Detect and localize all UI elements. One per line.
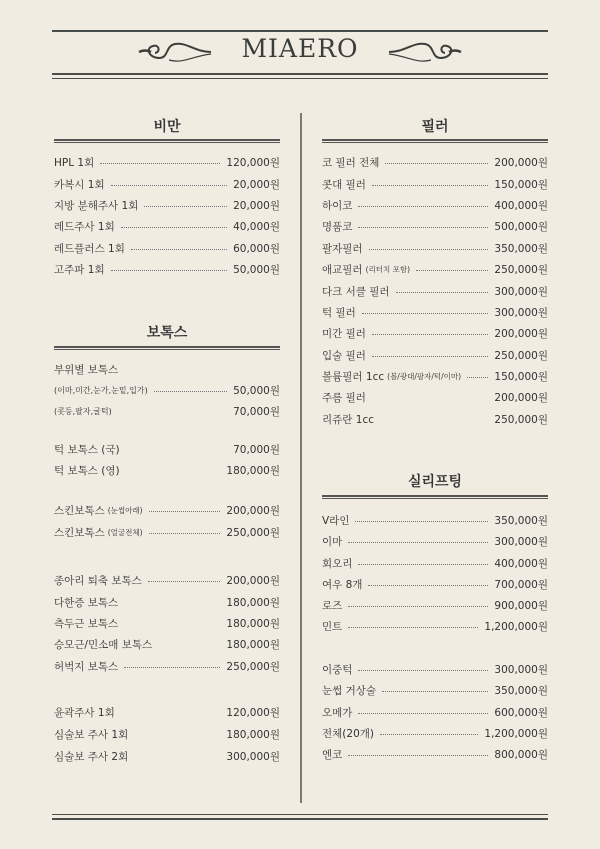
- item-name: 윤곽주사 1회: [54, 706, 115, 719]
- item-name: HPL 1회: [54, 156, 95, 169]
- item-price: 150,000원: [494, 370, 548, 383]
- dot-leader: [416, 270, 488, 271]
- item-price: 180,000원: [226, 596, 280, 609]
- price-row: [54, 218, 280, 234]
- price-row: [322, 347, 548, 363]
- price-row: [322, 154, 548, 170]
- item-name: 이마: [322, 535, 343, 548]
- price-row: [54, 615, 280, 631]
- price-row: [322, 746, 548, 762]
- item-name: 카복시 1회: [54, 178, 105, 191]
- item-name: 승모근/민소매 보톡스: [54, 638, 153, 651]
- item-price: 180,000원: [226, 638, 280, 651]
- item-name: 로즈: [322, 599, 343, 612]
- dot-leader: [111, 185, 228, 186]
- item-name: 턱 보톡스 (영): [54, 464, 120, 477]
- price-row: [54, 176, 280, 192]
- price-row: [322, 576, 548, 592]
- item-price: 180,000원: [226, 617, 280, 630]
- dot-leader: [131, 249, 227, 250]
- price-row: [322, 176, 548, 192]
- section-heading-botox: 보톡스: [146, 325, 188, 341]
- item-price: 20,000원: [233, 178, 280, 191]
- item-price: 300,000원: [226, 750, 280, 763]
- price-row: [54, 441, 280, 457]
- section-heading-thread-lifting: 실리프팅: [407, 474, 463, 490]
- item-price: 600,000원: [494, 706, 548, 719]
- item-price: 180,000원: [226, 728, 280, 741]
- price-row: [322, 555, 548, 571]
- section-rule: [54, 346, 280, 350]
- item-name: 고주파 1회: [54, 263, 105, 276]
- item-name: 턱 보톡스 (국): [54, 443, 120, 456]
- item-name: 다한증 보톡스: [54, 596, 119, 609]
- price-row: [54, 403, 280, 419]
- item-name: 미간 필러: [322, 327, 366, 340]
- price-row: [322, 218, 548, 234]
- item-name: 레드주사 1회: [54, 220, 115, 233]
- item-name: 팔자필러: [322, 242, 363, 255]
- item-name: 다크 서클 필러: [322, 285, 390, 298]
- item-price: 40,000원: [233, 220, 280, 233]
- dot-leader: [380, 734, 478, 735]
- footer-rule-thin: [52, 814, 548, 815]
- item-price: 350,000원: [494, 684, 548, 697]
- botox-area-label: 부위별 보톡스: [54, 364, 119, 376]
- item-price: 150,000원: [494, 178, 548, 191]
- price-row: [322, 704, 548, 720]
- right-column: [322, 0, 548, 849]
- item-name: 스킨보톡스: [54, 526, 105, 539]
- dot-leader: [348, 606, 488, 607]
- dot-leader: [121, 227, 227, 228]
- item-name: 명품코: [322, 220, 353, 233]
- price-row: [322, 389, 548, 405]
- item-price: 400,000원: [494, 199, 548, 212]
- item-name: 입술 필러: [322, 349, 366, 362]
- item-price: 60,000원: [233, 242, 280, 255]
- left-column: [54, 0, 280, 849]
- item-price: 50,000원: [233, 384, 280, 397]
- price-row: [54, 704, 280, 720]
- item-price: 350,000원: [494, 242, 548, 255]
- dot-leader: [372, 334, 489, 335]
- price-row: [322, 597, 548, 613]
- item-note: (볼/광대/팔자/턱/이마): [387, 371, 462, 381]
- price-row: [322, 512, 548, 528]
- dot-leader: [149, 533, 221, 534]
- item-price: 250,000원: [494, 349, 548, 362]
- dot-leader: [144, 206, 227, 207]
- price-row: [54, 594, 280, 610]
- price-row: [54, 261, 280, 277]
- item-price: 120,000원: [226, 156, 280, 169]
- item-price: 20,000원: [233, 199, 280, 212]
- item-price: 250,000원: [494, 413, 548, 426]
- price-row: [54, 572, 280, 588]
- dot-leader: [348, 755, 488, 756]
- item-name: 심술보 주사 2회: [54, 750, 129, 763]
- price-row: [54, 502, 280, 518]
- item-name: 애교필러: [322, 263, 363, 276]
- item-name: 이중턱: [322, 663, 353, 676]
- item-note: (리터치 포함): [365, 264, 411, 274]
- price-row: [322, 240, 548, 256]
- price-row: [322, 304, 548, 320]
- item-note: (눈썹아래): [107, 505, 143, 515]
- price-row: [322, 661, 548, 677]
- item-price: 1,200,000원: [484, 727, 548, 740]
- price-row: [322, 197, 548, 213]
- item-price: 70,000원: [233, 443, 280, 456]
- item-price: 200,000원: [494, 156, 548, 169]
- dot-leader: [355, 521, 488, 522]
- dot-leader: [358, 227, 488, 228]
- price-row: [322, 533, 548, 549]
- item-name: 엔코: [322, 748, 343, 761]
- price-row: [54, 524, 280, 540]
- item-name: V라인: [322, 514, 350, 527]
- price-row: [322, 368, 548, 384]
- price-row: [322, 725, 548, 741]
- item-name: 심술보 주사 1회: [54, 728, 129, 741]
- price-row: [54, 748, 280, 764]
- dot-leader: [358, 670, 488, 671]
- section-heading-filler: 필러: [421, 119, 449, 135]
- dot-leader: [358, 206, 488, 207]
- item-name: 민트: [322, 620, 343, 633]
- price-row: [322, 411, 548, 427]
- item-price: 120,000원: [226, 706, 280, 719]
- dot-leader: [100, 163, 220, 164]
- item-name: 리쥬란 1cc: [322, 413, 374, 426]
- item-name: 허벅지 보톡스: [54, 660, 119, 673]
- price-row: [322, 682, 548, 698]
- item-price: 900,000원: [494, 599, 548, 612]
- dot-leader: [154, 391, 227, 392]
- item-name: 오메가: [322, 706, 353, 719]
- item-name: 회오리: [322, 557, 353, 570]
- dot-leader: [396, 292, 489, 293]
- column-divider: [300, 113, 302, 803]
- item-name: 볼륨필러 1cc: [322, 370, 385, 383]
- dot-leader: [362, 313, 489, 314]
- item-name: 전체(20개): [322, 727, 374, 740]
- item-name: (콧등,팔자,굴턱): [54, 406, 112, 416]
- price-row: [54, 197, 280, 213]
- price-row: [322, 618, 548, 634]
- price-row: [54, 658, 280, 674]
- section-rule: [322, 495, 548, 499]
- item-price: 250,000원: [494, 263, 548, 276]
- item-price: 300,000원: [494, 285, 548, 298]
- item-name: 지방 분해주사 1회: [54, 199, 139, 212]
- item-price: 50,000원: [233, 263, 280, 276]
- item-price: 200,000원: [226, 504, 280, 517]
- section-heading-obesity: 비만: [153, 119, 181, 135]
- item-price: 200,000원: [494, 327, 548, 340]
- dot-leader: [348, 627, 478, 628]
- dot-leader: [369, 249, 489, 250]
- item-note: (얼굴전체): [107, 527, 143, 537]
- item-name: 레드플러스 1회: [54, 242, 125, 255]
- item-name: 종아리 퇴축 보톡스: [54, 574, 142, 587]
- item-price: 250,000원: [226, 660, 280, 673]
- item-price: 400,000원: [494, 557, 548, 570]
- price-row: [54, 154, 280, 170]
- item-name: 눈썹 거상술: [322, 684, 377, 697]
- dot-leader: [372, 185, 489, 186]
- price-row: [322, 261, 548, 277]
- price-row: [322, 325, 548, 341]
- section-rule: [54, 139, 280, 143]
- item-name: 턱 필러: [322, 306, 356, 319]
- item-price: 300,000원: [494, 535, 548, 548]
- dot-leader: [124, 667, 220, 668]
- item-price: 300,000원: [494, 663, 548, 676]
- item-name: (이마,미간,눈가,눈밑,입가): [54, 385, 148, 395]
- item-price: 200,000원: [494, 391, 548, 404]
- item-name: 하이코: [322, 199, 353, 212]
- item-price: 800,000원: [494, 748, 548, 761]
- item-name: 스킨보톡스: [54, 504, 105, 517]
- item-price: 500,000원: [494, 220, 548, 233]
- item-price: 1,200,000원: [484, 620, 548, 633]
- dot-leader: [467, 377, 488, 378]
- item-name: 측두근 보톡스: [54, 617, 119, 630]
- item-name: 코 필러 전체: [322, 156, 380, 169]
- dot-leader: [372, 356, 489, 357]
- item-price: 300,000원: [494, 306, 548, 319]
- price-row: [54, 240, 280, 256]
- dot-leader: [382, 691, 488, 692]
- price-row: [54, 636, 280, 652]
- dot-leader: [385, 163, 488, 164]
- item-price: 350,000원: [494, 514, 548, 527]
- page-title: MIAERO: [241, 34, 359, 63]
- dot-leader: [368, 585, 488, 586]
- item-price: 250,000원: [226, 526, 280, 539]
- dot-leader: [348, 542, 488, 543]
- dot-leader: [358, 713, 488, 714]
- dot-leader: [149, 511, 221, 512]
- item-name: 콧대 필러: [322, 178, 366, 191]
- item-name: 주름 필러: [322, 391, 366, 404]
- dot-leader: [148, 581, 221, 582]
- dot-leader: [358, 564, 488, 565]
- item-price: 180,000원: [226, 464, 280, 477]
- item-price: 700,000원: [494, 578, 548, 591]
- price-row: [54, 462, 280, 478]
- footer-rule-thick: [52, 818, 548, 820]
- price-row: [322, 283, 548, 299]
- price-row: [54, 726, 280, 742]
- item-price: 70,000원: [233, 405, 280, 418]
- section-rule: [322, 139, 548, 143]
- price-row: [54, 382, 280, 398]
- item-price: 200,000원: [226, 574, 280, 587]
- item-name: 여우 8개: [322, 578, 363, 591]
- dot-leader: [111, 270, 228, 271]
